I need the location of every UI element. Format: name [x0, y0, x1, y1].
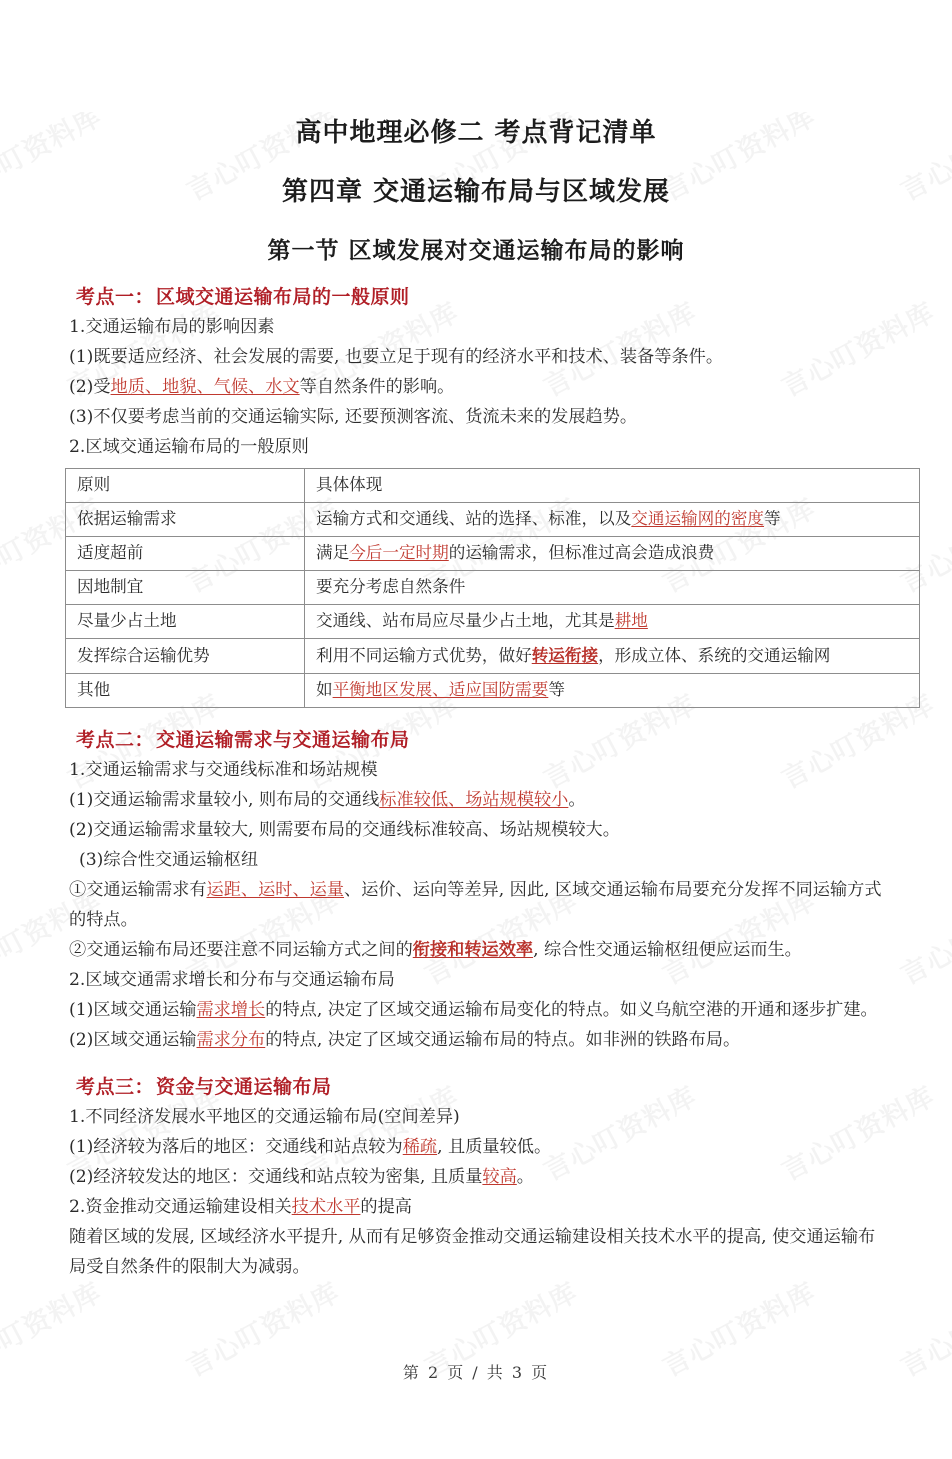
column-header-principle: 原则	[66, 469, 305, 503]
kaodian-2-label: 考点二：	[76, 729, 155, 751]
cell-detail	[305, 537, 920, 571]
text-segment: 等	[764, 509, 781, 528]
text-segment: 等	[548, 680, 565, 699]
document-title: 高中地理必修二 考点背记清单	[295, 118, 657, 148]
highlight-term: 需求分布	[196, 1030, 266, 1050]
kaodian-3-subheading-2	[62, 1192, 890, 1222]
principles-table	[65, 468, 920, 708]
kaodian-2-subheading-2: 2.区域交通需求增长和分布与交通运输布局	[69, 970, 395, 990]
text-segment: (1)区域交通运输	[69, 1000, 197, 1020]
kaodian-1-point-3: (3)不仅要考虑当前的交通运输实际, 还要预测客流、货流未来的发展趋势。	[69, 407, 638, 427]
kaodian-2-point-4	[62, 875, 890, 935]
text-segment: 运输方式和交通线、站的选择、标准，以及	[316, 509, 632, 528]
kaodian-1-label: 考点一：	[76, 286, 155, 308]
table-row	[66, 605, 920, 639]
kaodian-1-subheading-1: 1.交通运输布局的影响因素	[69, 317, 275, 337]
text-segment: 的提高	[360, 1197, 412, 1217]
highlight-term: 转运衔接	[531, 645, 599, 665]
cell-detail	[305, 605, 920, 639]
text-segment: 等自然条件的影响。	[299, 377, 455, 397]
cell-principle: 适度超前	[66, 537, 305, 571]
cell-detail	[305, 674, 920, 708]
highlight-term: 耕地	[614, 611, 648, 630]
text-segment: , 且质量较低。	[437, 1137, 552, 1157]
chapter-title: 第四章 交通运输布局与区域发展	[281, 177, 671, 207]
kaodian-2-point-7	[62, 1025, 890, 1055]
highlight-term: 需求增长	[196, 1000, 266, 1020]
table-row	[66, 639, 920, 674]
page-footer: 第 2 页 / 共 3 页	[402, 1363, 550, 1382]
table-row	[66, 537, 920, 571]
text-segment: 的运输需求，但标准过高会造成浪费	[448, 543, 715, 562]
highlight-term: 衔接和转运效率	[412, 940, 534, 960]
highlight-term: 地质、地貌、气候、水文	[110, 377, 300, 397]
kaodian-2-subheading-1: 1.交通运输需求与交通线标准和场站规模	[69, 760, 378, 780]
text-segment: (2)经济较发达的地区：交通线和站点较为密集, 且质量	[69, 1167, 483, 1187]
text-segment: ②交通运输布局还要注意不同运输方式之间的	[69, 940, 413, 960]
kaodian-2-point-2: (2)交通运输需求量较大, 则需要布局的交通线标准较高、场站规模较大。	[69, 820, 620, 840]
highlight-term: 技术水平	[291, 1197, 361, 1217]
cell-principle: 尽量少占土地	[66, 605, 305, 639]
text-segment: (2)受	[69, 377, 111, 397]
text-segment: (2)区域交通运输	[69, 1030, 197, 1050]
kaodian-1-heading	[62, 282, 890, 309]
section-title: 第一节 区域发展对交通运输布局的影响	[267, 237, 685, 264]
column-header-detail: 具体体现	[305, 469, 920, 503]
highlight-term: 交通运输网的密度	[631, 509, 765, 528]
kaodian-3-point-1	[62, 1132, 890, 1162]
kaodian-3-point-2	[62, 1162, 890, 1192]
principles-table-body	[66, 469, 920, 708]
highlight-term: 稀疏	[402, 1137, 438, 1157]
text-segment: 交通线、站布局应尽量少占土地，尤其是	[316, 611, 615, 630]
cell-principle: 其他	[66, 674, 305, 708]
kaodian-2-point-5	[62, 935, 890, 965]
kaodian-2-point-3: (3)综合性交通运输枢纽	[79, 850, 259, 870]
kaodian-2-point-6	[62, 995, 890, 1025]
kaodian-1-title: 区域交通运输布局的一般原则	[156, 286, 410, 308]
highlight-term: 今后一定时期	[349, 543, 449, 562]
highlight-term: 平衡地区发展、适应国防需要	[332, 680, 549, 699]
text-segment: 。	[516, 1167, 534, 1187]
kaodian-3-paragraph: 随着区域的发展, 区域经济水平提升, 从而有足够资金推动交通运输建设相关技术水平的提高, 使交通运输布局受自然条件的限制大为减弱。	[69, 1227, 876, 1277]
cell-principle: 依据运输需求	[66, 503, 305, 537]
kaodian-1-point-2	[62, 372, 890, 402]
cell-detail	[305, 503, 920, 537]
text-segment: ①交通运输需求有	[69, 880, 207, 900]
kaodian-2-point-1	[62, 785, 890, 815]
cell-detail	[305, 639, 920, 674]
kaodian-3-title: 资金与交通运输布局	[156, 1076, 332, 1098]
text-segment: 的特点, 决定了区域交通运输布局的特点。如非洲的铁路布局。	[265, 1030, 741, 1050]
text-segment: 满足	[316, 543, 350, 562]
table-row	[66, 674, 920, 708]
text-segment: 的特点, 决定了区域交通运输布局变化的特点。如义乌航空港的开通和逐步扩建。	[265, 1000, 878, 1020]
kaodian-3-heading	[62, 1072, 890, 1099]
table-row	[66, 503, 920, 537]
document-page	[0, 112, 952, 1459]
highlight-term: 较高	[482, 1167, 517, 1187]
text-segment: 、运价、运向等差异, 因此, 区域交通运输布局要充分发挥不同运输方式的特点。	[69, 880, 882, 930]
text-segment: , 综合性交通运输枢纽便应运而生。	[533, 940, 802, 960]
table-header-row	[66, 469, 920, 503]
kaodian-1-point-1: (1)既要适应经济、社会发展的需要, 也要立足于现有的经济水平和技术、装备等条件。	[69, 347, 724, 367]
text-segment: (1)交通运输需求量较小, 则布局的交通线	[69, 790, 380, 810]
kaodian-3-label: 考点三：	[76, 1076, 155, 1098]
highlight-term: 标准较低、场站规模较小	[379, 790, 569, 810]
text-segment: 如	[316, 680, 333, 699]
cell-principle: 因地制宜	[66, 571, 305, 605]
kaodian-2-heading	[62, 725, 890, 752]
cell-detail	[305, 571, 920, 605]
text-segment: (1)经济较为落后的地区：交通线和站点较为	[69, 1137, 403, 1157]
cell-principle: 发挥综合运输优势	[66, 639, 305, 674]
table-row	[66, 571, 920, 605]
text-segment: 。	[568, 790, 586, 810]
kaodian-1-subheading-2: 2.区域交通运输布局的一般原则	[69, 437, 309, 457]
kaodian-2-title: 交通运输需求与交通运输布局	[156, 729, 410, 751]
text-segment: ，形成立体、系统的交通运输网	[598, 646, 831, 665]
kaodian-3-subheading-1: 1.不同经济发展水平地区的交通运输布局(空间差异)	[69, 1107, 460, 1127]
highlight-term: 运距、运时、运量	[206, 880, 345, 900]
text-segment: 利用不同运输方式优势，做好	[316, 646, 532, 665]
text-segment: 要充分考虑自然条件	[316, 577, 466, 596]
text-segment: 2.资金推动交通运输建设相关	[69, 1197, 292, 1217]
